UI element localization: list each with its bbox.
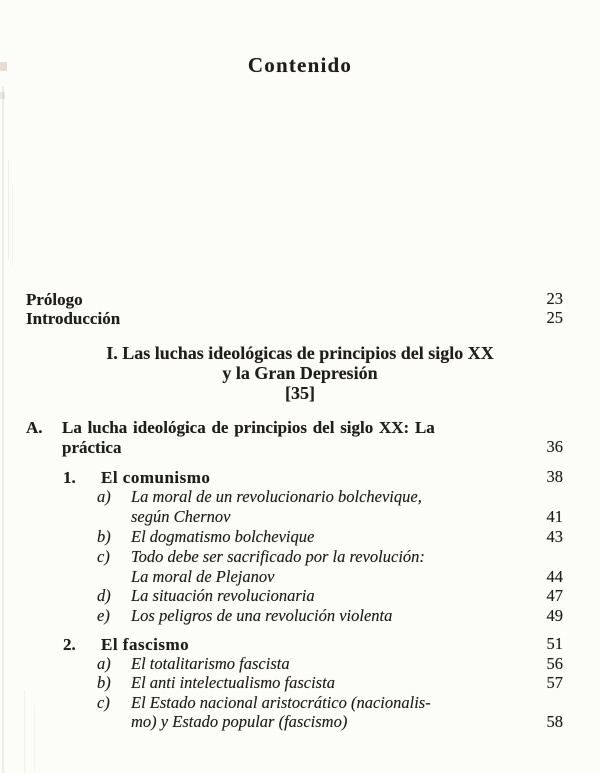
scan-artifact-streak — [24, 690, 25, 773]
group-page: 38 — [546, 467, 563, 486]
item-page: 41 — [546, 507, 563, 526]
group-page: 51 — [546, 634, 563, 653]
group-number: 2. — [63, 635, 76, 654]
item-page: 43 — [546, 527, 563, 546]
item-text: El dogmatismo bolchevique — [131, 527, 315, 546]
item-text: El anti intelectualismo fascista — [131, 673, 335, 692]
item-page: 47 — [546, 586, 563, 605]
item-letter: e) — [97, 606, 110, 625]
entry-page: 25 — [546, 308, 563, 327]
item-text-wrap: según Chernov — [131, 507, 231, 526]
item-text-wrap: mo) y Estado popular (fascismo) — [131, 712, 348, 731]
scan-artifact-mark — [0, 92, 5, 99]
entry-label: Introducción — [26, 309, 121, 328]
item-letter: a) — [97, 487, 111, 506]
scan-artifact-edge-line — [2, 86, 4, 773]
section-title-line2: práctica — [62, 438, 122, 457]
section-page: 36 — [546, 437, 563, 456]
part-heading-bracket-page: [35] — [285, 383, 315, 403]
item-letter: d) — [97, 586, 111, 605]
item-page: 58 — [546, 712, 563, 731]
item-text: Todo debe ser sacrificado por la revolución: — [131, 547, 425, 566]
section-title-line1: La lucha ideológica de principios del siglo XX: La — [62, 418, 435, 437]
entry-page: 23 — [546, 289, 563, 308]
item-letter: b) — [97, 673, 111, 692]
item-letter: b) — [97, 527, 111, 546]
item-text: El Estado nacional aristocrático (nacionalis- — [131, 693, 431, 712]
item-text: La situación revolucionaria — [131, 586, 315, 605]
item-text-wrap: La moral de Plejanov — [131, 567, 275, 586]
item-text: La moral de un revolucionario bolchevique, — [131, 487, 422, 506]
group-title: El fascismo — [101, 635, 190, 654]
scan-artifact-streak — [12, 185, 13, 265]
scan-artifact-streak — [34, 705, 35, 773]
section-letter: A. — [26, 418, 43, 437]
group-number: 1. — [63, 468, 76, 487]
part-heading-line2: y la Gran Depresión — [222, 363, 378, 383]
item-letter: c) — [97, 547, 110, 566]
item-letter: c) — [97, 693, 110, 712]
item-letter: a) — [97, 654, 111, 673]
entry-label: Prólogo — [26, 290, 83, 309]
item-page: 57 — [546, 673, 563, 692]
scan-artifact-streak — [8, 160, 9, 260]
part-heading-line1: I. Las luchas ideológicas de principios del siglo XX — [106, 343, 494, 363]
group-title: El comunismo — [101, 468, 211, 487]
item-text: Los peligros de una revolución violenta — [131, 606, 393, 625]
page-title: Contenido — [247, 53, 353, 77]
item-page: 56 — [546, 654, 563, 673]
item-text: El totalitarismo fascista — [131, 654, 290, 673]
item-page: 49 — [546, 606, 563, 625]
item-page: 44 — [546, 567, 563, 586]
